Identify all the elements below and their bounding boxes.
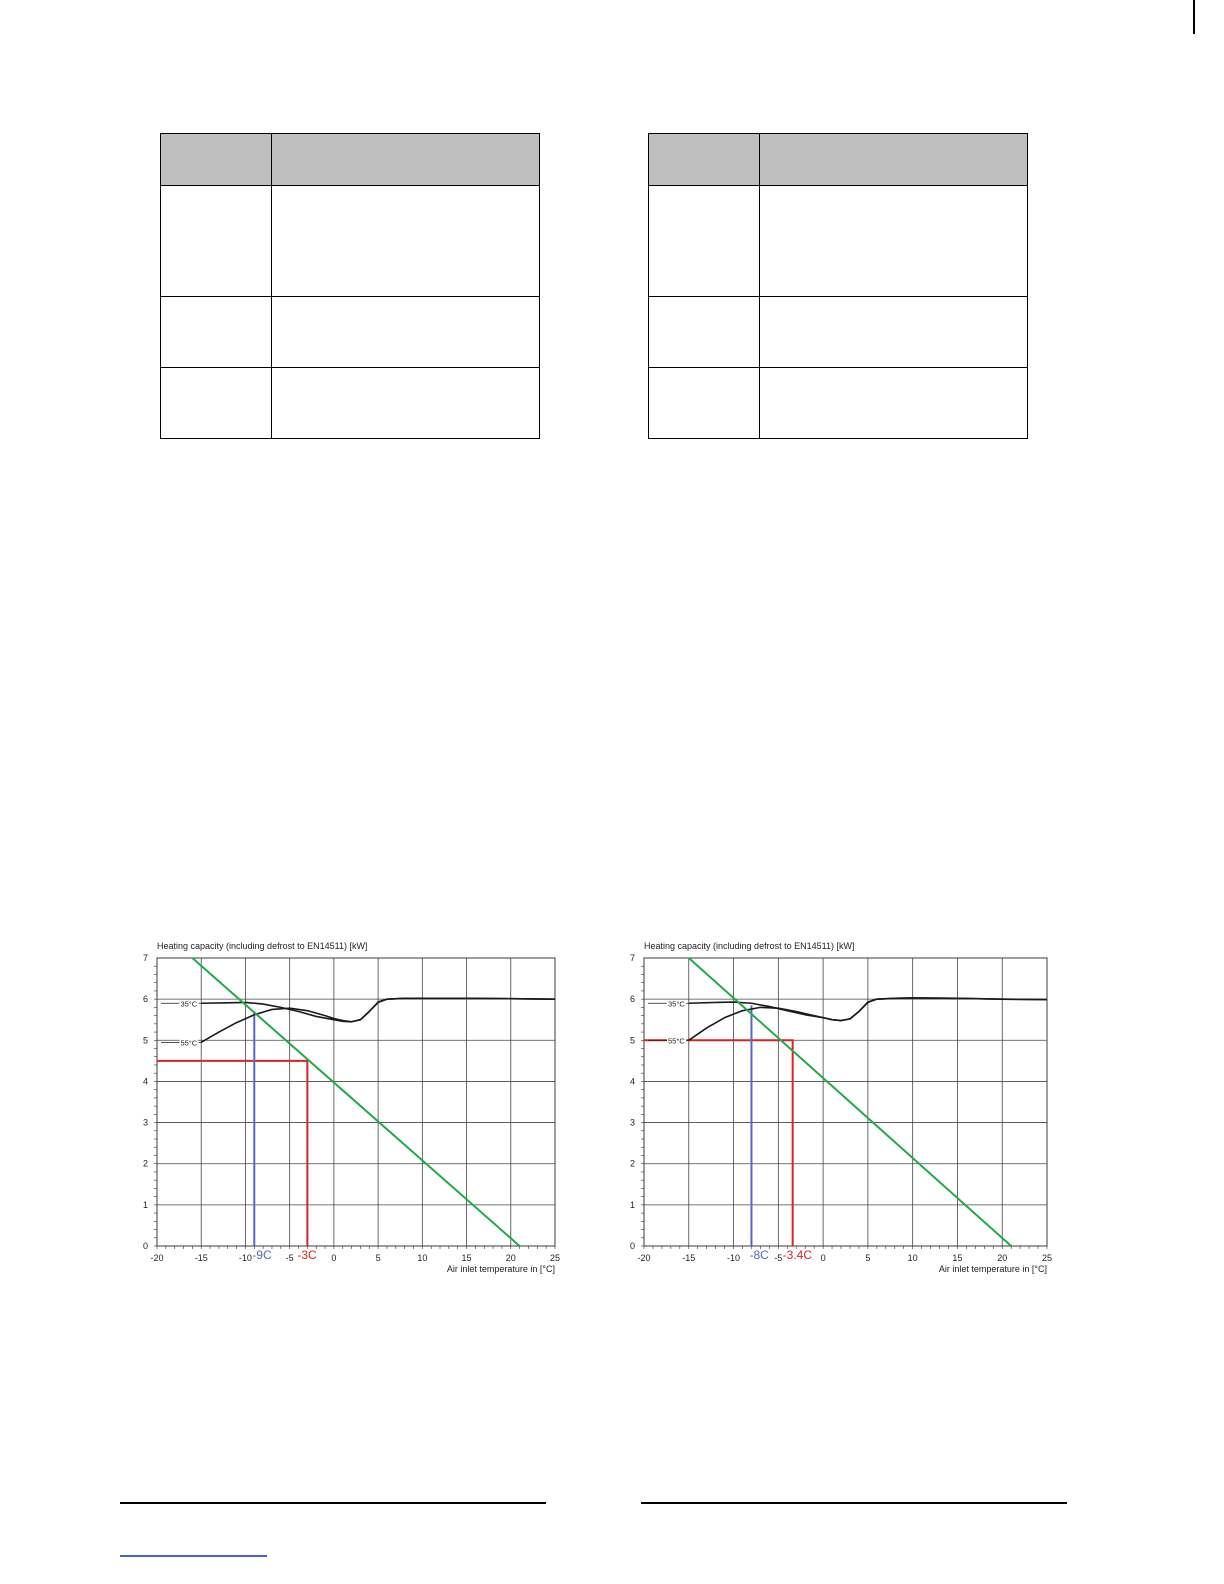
x-tick-label: -15: [194, 1253, 208, 1263]
x-tick-label: 10: [907, 1253, 918, 1263]
y-tick-label: 4: [142, 1076, 148, 1087]
series-label: 35°C: [668, 999, 685, 1009]
spec-table-right: [648, 133, 1028, 439]
y-tick-label: 4: [629, 1076, 635, 1087]
y-tick-label: 5: [142, 1035, 148, 1046]
table-row: [161, 368, 540, 439]
table-row: [161, 186, 540, 297]
y-tick-label: 1: [142, 1199, 148, 1210]
marker-label: -9C: [252, 1248, 272, 1262]
heating-capacity-chart-right: [622, 938, 1057, 1288]
table-header-row: [161, 134, 540, 186]
y-tick-label: 5: [629, 1035, 635, 1046]
x-tick-label: 25: [1041, 1253, 1053, 1263]
y-tick-label: 7: [142, 953, 148, 963]
x-tick-label: 20: [997, 1253, 1008, 1263]
x-tick-label: 15: [461, 1253, 472, 1263]
x-tick-label: 0: [820, 1253, 826, 1263]
footer-rule-right: [641, 1502, 1067, 1504]
x-tick-label: -10: [238, 1253, 252, 1263]
marker-label: -3.4C: [782, 1248, 813, 1262]
x-tick-label: 5: [865, 1253, 871, 1263]
spec-table-left: [160, 133, 540, 439]
table-row: [161, 297, 540, 368]
table-row: [649, 368, 1028, 439]
x-axis-label: Air inlet temperature in [°C]: [938, 1264, 1047, 1274]
table-row: [649, 186, 1028, 297]
x-tick-label: 20: [505, 1253, 516, 1263]
y-tick-label: 2: [142, 1158, 148, 1169]
chart-title: Heating capacity (including defrost to EN14511) [kW]: [157, 941, 368, 951]
x-tick-label: -20: [150, 1253, 164, 1263]
x-axis-label: Air inlet temperature in [°C]: [446, 1264, 555, 1274]
heating-capacity-chart-left: [135, 938, 565, 1288]
y-tick-label: 3: [629, 1117, 635, 1128]
footer-rule-left: [120, 1502, 546, 1504]
x-tick-label: 15: [952, 1253, 963, 1263]
x-tick-label: -5: [285, 1253, 294, 1263]
y-tick-label: 6: [629, 994, 635, 1005]
marker-label: -8C: [749, 1248, 769, 1262]
page-corner-mark: [1193, 0, 1195, 34]
x-tick-label: 5: [375, 1253, 381, 1263]
y-tick-label: 1: [629, 1199, 635, 1210]
y-tick-label: 2: [629, 1158, 635, 1169]
marker-label: -3C: [297, 1248, 317, 1262]
chart-title: Heating capacity (including defrost to EN14511) [kW]: [644, 941, 855, 951]
series-label: 55°C: [180, 1038, 198, 1048]
y-tick-label: 0: [629, 1241, 635, 1251]
plot-area: [644, 958, 1047, 1246]
x-tick-label: 25: [549, 1253, 561, 1263]
x-tick-label: -15: [682, 1253, 696, 1263]
y-tick-label: 6: [142, 994, 148, 1005]
x-tick-label: 0: [331, 1253, 337, 1263]
series-label: 55°C: [668, 1036, 685, 1046]
x-tick-label: -10: [727, 1253, 741, 1263]
footnote-link-underline[interactable]: [120, 1555, 267, 1557]
chart-svg: [135, 938, 565, 1288]
table-header-row: [649, 134, 1028, 186]
y-tick-label: 7: [629, 953, 635, 963]
series-label: 35°C: [180, 999, 198, 1009]
x-tick-label: -20: [637, 1253, 651, 1263]
x-tick-label: -5: [774, 1253, 783, 1263]
table-row: [649, 297, 1028, 368]
x-tick-label: 10: [417, 1253, 428, 1263]
y-tick-label: 3: [142, 1117, 148, 1128]
y-tick-label: 0: [142, 1241, 148, 1251]
chart-svg: [622, 938, 1057, 1288]
